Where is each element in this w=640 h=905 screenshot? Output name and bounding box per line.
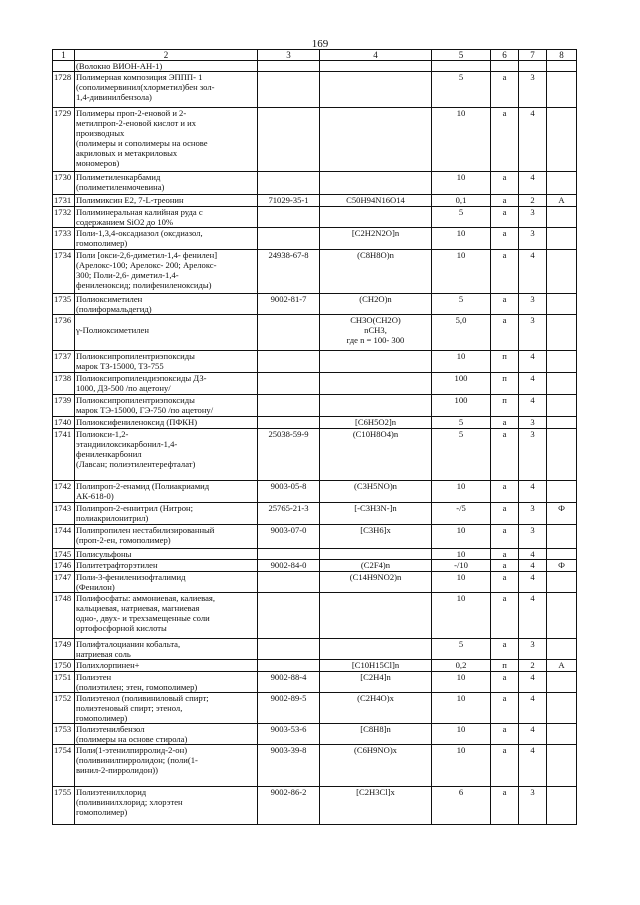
table-row [53, 745, 577, 787]
value-column-6: а [491, 672, 519, 693]
value-column-5: 10 [432, 745, 491, 787]
row-number: 1737 [53, 351, 75, 373]
table-row [53, 294, 577, 315]
chemical-formula [320, 172, 432, 195]
value-column-8 [547, 373, 577, 395]
value-column-6: а [491, 481, 519, 503]
value-column-6: а [491, 693, 519, 724]
value-column-6: а [491, 250, 519, 294]
value-column-6: а [491, 315, 519, 351]
value-column-6: а [491, 745, 519, 787]
substance-name: Поли(1-этенилпирролид-2-он) (поливинилпирролидон; (поли(1- винил-2-пирролидон)) [75, 745, 258, 787]
row-number: 1747 [53, 572, 75, 593]
column-header: 6 [491, 50, 519, 61]
substance-name: Полипропилен нестабилизированный (проп-2-ен, гомополимер) [75, 525, 258, 549]
chemical-formula [320, 72, 432, 108]
row-number: 1754 [53, 745, 75, 787]
chemical-formula [320, 549, 432, 560]
value-column-5: 10 [432, 724, 491, 745]
row-number: 1742 [53, 481, 75, 503]
cas-number [258, 61, 320, 72]
value-column-8 [547, 294, 577, 315]
chemical-formula: (CH2O)n [320, 294, 432, 315]
value-column-6: а [491, 294, 519, 315]
substance-name: Полиоксипропилентриэпоксиды марок ТЗ-15000, ТЗ-755 [75, 351, 258, 373]
row-number: 1755 [53, 787, 75, 825]
value-column-8: А [547, 195, 577, 207]
value-column-5: 5 [432, 207, 491, 228]
value-column-6: а [491, 72, 519, 108]
table-row [53, 724, 577, 745]
table-row [53, 639, 577, 660]
value-column-5: 5 [432, 72, 491, 108]
value-column-8 [547, 787, 577, 825]
chemical-formula: C50H94N16O14 [320, 195, 432, 207]
cas-number [258, 572, 320, 593]
substance-name: Полиэтенилбензол (полимеры на основе стирола) [75, 724, 258, 745]
cas-number: 9003-39-8 [258, 745, 320, 787]
row-number: 1732 [53, 207, 75, 228]
row-number: 1729 [53, 108, 75, 172]
value-column-5: 10 [432, 481, 491, 503]
table-row [53, 315, 577, 351]
chemical-formula [320, 61, 432, 72]
cas-number [258, 549, 320, 560]
value-column-7: 4 [519, 693, 547, 724]
table-row [53, 660, 577, 672]
value-column-7: 4 [519, 593, 547, 639]
value-column-8 [547, 172, 577, 195]
substance-name: Полиоксипропилендиэпоксиды ДЗ- 1000, ДЗ-500 /по ацетону/ [75, 373, 258, 395]
table-body [53, 61, 577, 825]
column-header: 2 [75, 50, 258, 61]
value-column-5: 10 [432, 549, 491, 560]
value-column-5: 5 [432, 639, 491, 660]
row-number: 1730 [53, 172, 75, 195]
substance-name: Полимиксин Е2, 7-L-треонин [75, 195, 258, 207]
value-column-6: а [491, 429, 519, 481]
value-column-8 [547, 228, 577, 250]
cas-number: 25038-59-9 [258, 429, 320, 481]
substance-name: Полиокси-1,2- этандиилоксикарбонил-1,4- фениленкарбонил (Лавсан; полиэтилентерефталат) [75, 429, 258, 481]
chemical-formula: [C3H6]x [320, 525, 432, 549]
chemical-formula: (C10H8O4)n [320, 429, 432, 481]
row-number: 1738 [53, 373, 75, 395]
value-column-7: 4 [519, 560, 547, 572]
value-column-8 [547, 61, 577, 72]
page-number: 169 [311, 38, 329, 50]
cas-number [258, 660, 320, 672]
value-column-8: Ф [547, 560, 577, 572]
value-column-6: п [491, 660, 519, 672]
value-column-7 [519, 61, 547, 72]
substance-name: Полиоксиметилен (полиформальдегид) [75, 294, 258, 315]
substance-name: Поли-3-фениленизофталимид (Фенилон) [75, 572, 258, 593]
value-column-8 [547, 417, 577, 429]
cas-number: 24938-67-8 [258, 250, 320, 294]
value-column-5: 10 [432, 250, 491, 294]
chemical-formula [320, 593, 432, 639]
value-column-6: а [491, 417, 519, 429]
value-column-7: 4 [519, 395, 547, 417]
cas-number: 9002-81-7 [258, 294, 320, 315]
cas-number [258, 207, 320, 228]
row-number: 1746 [53, 560, 75, 572]
value-column-6: а [491, 172, 519, 195]
value-column-7: 4 [519, 108, 547, 172]
table-row [53, 525, 577, 549]
chemical-formula: CH3O(CH2O) nCH3, где n = 100- 300 [320, 315, 432, 351]
value-column-7: 4 [519, 672, 547, 693]
cas-number [258, 351, 320, 373]
row-number: 1748 [53, 593, 75, 639]
value-column-5: 10 [432, 572, 491, 593]
substance-name: Полимеры проп-2-еновой и 2- метилпроп-2-еновой кислот и их производных (полимеры и сополимеры на основе акриловых и метакриловых мономеров) [75, 108, 258, 172]
cas-number [258, 228, 320, 250]
substance-name: Полиэтен (полиэтилен; этен, гомополимер) [75, 672, 258, 693]
cas-number: 9002-84-0 [258, 560, 320, 572]
value-column-7: 3 [519, 417, 547, 429]
row-number: 1743 [53, 503, 75, 525]
value-column-6: а [491, 503, 519, 525]
table-row [53, 693, 577, 724]
value-column-5: 5 [432, 294, 491, 315]
chemical-formula: (C8H8O)n [320, 250, 432, 294]
substance-name: Поли-1,3,4-оксадиазол (оксдиазол, гомополимер) [75, 228, 258, 250]
value-column-7: 3 [519, 525, 547, 549]
chemical-formula: [C10H15Cl]n [320, 660, 432, 672]
chemical-formula: [C8H8]n [320, 724, 432, 745]
column-header: 5 [432, 50, 491, 61]
value-column-8 [547, 250, 577, 294]
value-column-8 [547, 207, 577, 228]
value-column-6: а [491, 787, 519, 825]
substance-name: Полимерная композиция ЭППП- 1 (сополимервинил(хлорметил)бен зол- 1,4-дивинилбензола) [75, 72, 258, 108]
row-number: 1752 [53, 693, 75, 724]
value-column-7: 3 [519, 207, 547, 228]
chemical-formula [320, 207, 432, 228]
value-column-5: -/10 [432, 560, 491, 572]
substance-name: Полифталоцианин кобальта, натриевая соль [75, 639, 258, 660]
value-column-7: 3 [519, 639, 547, 660]
substances-table [52, 49, 577, 825]
column-header: 1 [53, 50, 75, 61]
chemical-formula: [C2H4]n [320, 672, 432, 693]
table-row [53, 672, 577, 693]
value-column-7: 4 [519, 351, 547, 373]
table-row [53, 572, 577, 593]
value-column-7: 4 [519, 549, 547, 560]
value-column-7: 3 [519, 315, 547, 351]
value-column-7: 3 [519, 503, 547, 525]
substance-name: Полисульфоны [75, 549, 258, 560]
cas-number: 9003-05-8 [258, 481, 320, 503]
value-column-8 [547, 351, 577, 373]
table-row [53, 172, 577, 195]
chemical-formula: [C2H3Cl]x [320, 787, 432, 825]
column-header: 4 [320, 50, 432, 61]
value-column-8 [547, 572, 577, 593]
row-number: 1733 [53, 228, 75, 250]
value-column-8 [547, 525, 577, 549]
value-column-8 [547, 108, 577, 172]
cas-number [258, 172, 320, 195]
value-column-6: а [491, 525, 519, 549]
chemical-formula [320, 639, 432, 660]
value-column-5: 0,2 [432, 660, 491, 672]
substance-name: γ-Полиоксиметилен [75, 315, 258, 351]
table-row [53, 593, 577, 639]
value-column-6: п [491, 395, 519, 417]
value-column-7: 2 [519, 660, 547, 672]
value-column-6: п [491, 373, 519, 395]
chemical-formula [320, 351, 432, 373]
table-header-row [53, 50, 577, 61]
column-header: 3 [258, 50, 320, 61]
value-column-5: 100 [432, 395, 491, 417]
chemical-formula: [C6H5O2]n [320, 417, 432, 429]
row-number: 1739 [53, 395, 75, 417]
value-column-7: 3 [519, 294, 547, 315]
value-column-7: 4 [519, 373, 547, 395]
value-column-6: п [491, 351, 519, 373]
cas-number: 9002-89-5 [258, 693, 320, 724]
table-row [53, 195, 577, 207]
cas-number [258, 395, 320, 417]
substance-name: Полифосфаты: аммониевая, калиевая, кальциевая, натриевая, магниевая одно-, двух- и трехзамещенные соли ортофосфорной кислоты [75, 593, 258, 639]
row-number: 1735 [53, 294, 75, 315]
substance-name: Полиминеральная калийная руда с содержанием SiO2 до 10% [75, 207, 258, 228]
chemical-formula [320, 108, 432, 172]
value-column-5: 10 [432, 593, 491, 639]
row-number: 1731 [53, 195, 75, 207]
substance-name: Полиоксипропилентриэпоксиды марок ТЭ-15000, ГЭ-750 /по ацетону/ [75, 395, 258, 417]
table-row [53, 549, 577, 560]
cas-number [258, 639, 320, 660]
value-column-8: Ф [547, 503, 577, 525]
table-row [53, 787, 577, 825]
value-column-8 [547, 672, 577, 693]
chemical-formula: (C14H9NO2)n [320, 572, 432, 593]
cas-number [258, 72, 320, 108]
value-column-7: 3 [519, 228, 547, 250]
value-column-5: 5,0 [432, 315, 491, 351]
row-number: 1749 [53, 639, 75, 660]
value-column-6: а [491, 639, 519, 660]
substance-name: Полихлорпинен+ [75, 660, 258, 672]
chemical-formula: (C2F4)n [320, 560, 432, 572]
value-column-6: а [491, 593, 519, 639]
value-column-7: 3 [519, 787, 547, 825]
table-row [53, 108, 577, 172]
table-row [53, 250, 577, 294]
value-column-8 [547, 745, 577, 787]
value-column-5: 5 [432, 429, 491, 481]
row-number: 1740 [53, 417, 75, 429]
value-column-5: 10 [432, 108, 491, 172]
table-row [53, 481, 577, 503]
substance-name: Поли [окси-2,6-диметил-1,4- фенилен] (Арелокс-100; Арелокс- 200; Арелокс- 300; Поли-2,6- диметил-1,4- фениленоксид; полифениленоксиды) [75, 250, 258, 294]
value-column-7: 4 [519, 481, 547, 503]
row-number: 1753 [53, 724, 75, 745]
value-column-6 [491, 61, 519, 72]
cas-number [258, 315, 320, 351]
value-column-8 [547, 724, 577, 745]
row-number [53, 61, 75, 72]
row-number: 1745 [53, 549, 75, 560]
substance-name: Полиэтенилхлорид (поливинилхлорид; хлорэтен гомополимер) [75, 787, 258, 825]
row-number: 1728 [53, 72, 75, 108]
table-row [53, 61, 577, 72]
row-number: 1744 [53, 525, 75, 549]
value-column-6: а [491, 724, 519, 745]
value-column-6: а [491, 560, 519, 572]
value-column-8 [547, 639, 577, 660]
chemical-formula: [-C3H3N-]n [320, 503, 432, 525]
value-column-8 [547, 693, 577, 724]
chemical-formula [320, 373, 432, 395]
chemical-formula [320, 395, 432, 417]
substance-name: (Волокно ВИОН-АН-1) [75, 61, 258, 72]
value-column-5: 10 [432, 693, 491, 724]
column-header: 8 [547, 50, 577, 61]
cas-number: 71029-35-1 [258, 195, 320, 207]
table-row [53, 560, 577, 572]
substance-name: Политетрафторэтилен [75, 560, 258, 572]
value-column-5: 10 [432, 351, 491, 373]
value-column-7: 4 [519, 724, 547, 745]
substance-name: Полипроп-2-енамид (Полиакриамид АК-618-0) [75, 481, 258, 503]
value-column-5: 0,1 [432, 195, 491, 207]
table-row [53, 429, 577, 481]
cas-number [258, 417, 320, 429]
table-row [53, 373, 577, 395]
value-column-8 [547, 481, 577, 503]
cas-number: 9002-86-2 [258, 787, 320, 825]
cas-number: 9003-53-6 [258, 724, 320, 745]
chemical-formula: (C2H4O)x [320, 693, 432, 724]
value-column-5: 10 [432, 525, 491, 549]
value-column-6: а [491, 228, 519, 250]
value-column-8 [547, 429, 577, 481]
table-row [53, 228, 577, 250]
cas-number: 25765-21-3 [258, 503, 320, 525]
value-column-5: 10 [432, 228, 491, 250]
value-column-7: 4 [519, 745, 547, 787]
table-row [53, 503, 577, 525]
row-number: 1734 [53, 250, 75, 294]
value-column-5: 5 [432, 417, 491, 429]
table-row [53, 417, 577, 429]
cas-number [258, 593, 320, 639]
value-column-7: 3 [519, 429, 547, 481]
value-column-7: 4 [519, 572, 547, 593]
value-column-8 [547, 549, 577, 560]
value-column-6: а [491, 108, 519, 172]
value-column-5 [432, 61, 491, 72]
chemical-formula: [C2H2N2O]n [320, 228, 432, 250]
value-column-8 [547, 315, 577, 351]
substance-name: Полипроп-2-еннитрил (Нитрон; полиакрилонитрил) [75, 503, 258, 525]
chemical-formula: (C3H5NO)n [320, 481, 432, 503]
value-column-6: а [491, 207, 519, 228]
table-row [53, 207, 577, 228]
value-column-8 [547, 593, 577, 639]
value-column-6: а [491, 195, 519, 207]
value-column-8 [547, 72, 577, 108]
value-column-6: а [491, 572, 519, 593]
value-column-5: 6 [432, 787, 491, 825]
table-row [53, 395, 577, 417]
row-number: 1741 [53, 429, 75, 481]
value-column-5: 100 [432, 373, 491, 395]
value-column-5: -/5 [432, 503, 491, 525]
value-column-8: А [547, 660, 577, 672]
value-column-8 [547, 395, 577, 417]
row-number: 1750 [53, 660, 75, 672]
substance-name: Полиоксифениленоксид (ПФКН) [75, 417, 258, 429]
row-number: 1736 [53, 315, 75, 351]
value-column-5: 10 [432, 172, 491, 195]
value-column-5: 10 [432, 672, 491, 693]
column-header: 7 [519, 50, 547, 61]
cas-number [258, 108, 320, 172]
chemical-formula: (C6H9NO)x [320, 745, 432, 787]
table-row [53, 351, 577, 373]
cas-number: 9002-88-4 [258, 672, 320, 693]
value-column-6: а [491, 549, 519, 560]
value-column-7: 4 [519, 172, 547, 195]
table-row [53, 72, 577, 108]
cas-number [258, 373, 320, 395]
row-number: 1751 [53, 672, 75, 693]
value-column-7: 3 [519, 72, 547, 108]
substance-name: Полиметиленкарбамид (полиметиленмочевина) [75, 172, 258, 195]
cas-number: 9003-07-0 [258, 525, 320, 549]
substance-name: Полиэтенол (поливиниловый спирт; полиэтеновый спирт; этенол, гомополимер) [75, 693, 258, 724]
value-column-7: 4 [519, 250, 547, 294]
value-column-7: 2 [519, 195, 547, 207]
